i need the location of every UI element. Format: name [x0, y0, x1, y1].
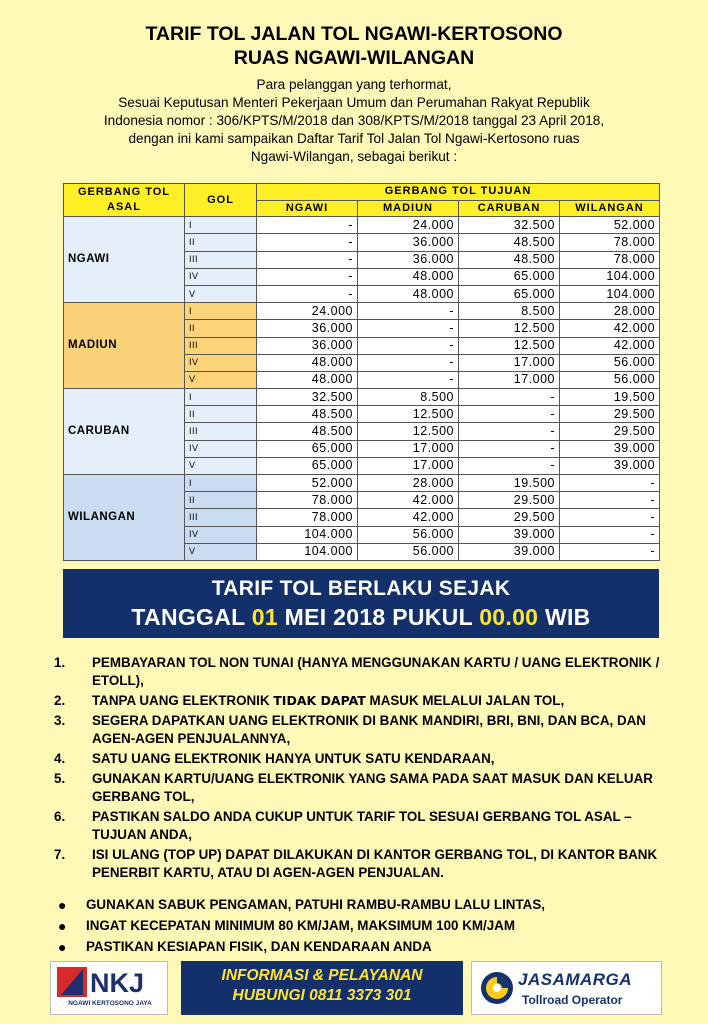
tariff-cell: 39.000: [560, 440, 660, 457]
tariff-cell: 56.000: [358, 526, 459, 543]
tariff-cell: 36.000: [257, 337, 358, 354]
list-item: [54, 896, 666, 914]
origin-gate-cell: CARUBAN: [64, 389, 185, 475]
nkj-subtitle: NGAWI KERTOSONO JAYA: [68, 1000, 152, 1007]
header-gol: GOL: [185, 184, 257, 217]
gol-cell: III: [185, 509, 257, 526]
list-item: [54, 692, 666, 710]
header-destination-group: GERBANG TOL TUJUAN: [257, 184, 660, 201]
tariff-cell: 36.000: [358, 251, 459, 268]
rule-text: ISI ULANG (TOP UP) DAPAT DILAKUKAN DI KANTOR GERBANG TOL, DI KANTOR BANK PENERBIT KARTU, ATAU DI AGEN-AGEN PENJUALAN.: [92, 847, 658, 880]
gol-cell: I: [185, 389, 257, 406]
poster-title: TARIF TOL JALAN TOL NGAWI-KERTOSONO: [145, 23, 563, 45]
tariff-cell: 12.500: [358, 406, 459, 423]
table-row: [64, 389, 660, 406]
banner-line2: [63, 601, 659, 631]
tariff-cell: 36.000: [257, 320, 358, 337]
rule-emphasis: TIDAK DAPAT: [273, 693, 366, 708]
bullet-text: PASTIKAN KESIAPAN FISIK, DAN KENDARAAN ANDA: [86, 939, 432, 954]
tariff-cell: 52.000: [560, 217, 660, 234]
banner-time-highlight: 00.00: [479, 604, 539, 630]
tariff-cell: 28.000: [358, 475, 459, 492]
rule-number: 7.: [54, 847, 66, 862]
tariff-cell: 52.000: [257, 475, 358, 492]
gol-cell: V: [185, 371, 257, 388]
gol-cell: III: [185, 251, 257, 268]
origin-gate-cell: MADIUN: [64, 303, 185, 389]
gol-cell: II: [185, 406, 257, 423]
tariff-cell: 36.000: [358, 234, 459, 251]
tariff-cell: 42.000: [560, 337, 660, 354]
nkj-logo-icon: [57, 967, 163, 997]
intro-line: Para pelanggan yang terhormat,: [256, 77, 452, 92]
list-item: [54, 750, 666, 768]
list-item: [54, 808, 666, 844]
rule-number: 4.: [54, 751, 66, 766]
gol-cell: II: [185, 492, 257, 509]
tariff-cell: -: [560, 526, 660, 543]
origin-gate-cell: WILANGAN: [64, 475, 185, 561]
tariff-cell: 48.000: [358, 285, 459, 302]
tariff-cell: -: [459, 457, 560, 474]
list-item: [54, 712, 666, 748]
bullet-text: INGAT KECEPATAN MINIMUM 80 KM/JAM, MAKSIMUM 100 KM/JAM: [86, 918, 516, 933]
gol-cell: IV: [185, 440, 257, 457]
info-contact-box: [181, 961, 463, 1015]
banner-text: TANGGAL: [131, 604, 252, 630]
rule-text: SEGERA DAPATKAN UANG ELEKTRONIK DI BANK MANDIRI, BRI, BNI, DAN BCA, DAN AGEN-AGEN PENJUALANNYA,: [92, 713, 646, 746]
gol-cell: I: [185, 303, 257, 320]
tariff-cell: -: [560, 492, 660, 509]
rule-text-part: MASUK MELALUI JALAN TOL,: [365, 693, 565, 708]
list-item: [54, 917, 666, 935]
header-dest-madiun: MADIUN: [358, 200, 459, 217]
tariff-cell: 48.500: [257, 406, 358, 423]
tariff-table-body: [64, 217, 660, 561]
nkj-logo: [50, 961, 168, 1015]
tariff-cell: 65.000: [459, 268, 560, 285]
tariff-cell: -: [459, 440, 560, 457]
bullet-text: GUNAKAN SABUK PENGAMAN, PATUHI RAMBU-RAMBU LALU LINTAS,: [86, 897, 545, 912]
tariff-cell: -: [358, 337, 459, 354]
tariff-cell: 56.000: [358, 543, 459, 560]
header-dest-wilangan: WILANGAN: [560, 200, 660, 217]
gol-cell: IV: [185, 526, 257, 543]
table-row: [64, 217, 660, 234]
rule-text-part: TANPA UANG ELEKTRONIK: [92, 693, 274, 708]
tariff-cell: -: [257, 234, 358, 251]
tariff-cell: 17.000: [358, 457, 459, 474]
tariff-cell: 29.500: [459, 492, 560, 509]
bullet-icon: [54, 938, 86, 956]
tariff-cell: 24.000: [257, 303, 358, 320]
tariff-cell: 78.000: [257, 509, 358, 526]
rule-text: [92, 692, 666, 710]
tariff-cell: 19.500: [560, 389, 660, 406]
tariff-table: [63, 183, 660, 561]
tariff-cell: 32.500: [257, 389, 358, 406]
tariff-cell: 104.000: [257, 526, 358, 543]
tariff-cell: 39.000: [459, 543, 560, 560]
tariff-cell: -: [358, 303, 459, 320]
header-origin: GERBANG TOL ASAL: [64, 184, 185, 217]
tariff-cell: 104.000: [560, 285, 660, 302]
tariff-cell: 32.500: [459, 217, 560, 234]
tariff-cell: 48.000: [257, 354, 358, 371]
gol-cell: V: [185, 543, 257, 560]
tariff-cell: -: [358, 354, 459, 371]
rule-number: 1.: [54, 655, 66, 670]
tariff-cell: 29.500: [459, 509, 560, 526]
tariff-cell: 17.000: [459, 371, 560, 388]
tariff-cell: -: [257, 251, 358, 268]
rule-text: PEMBAYARAN TOL NON TUNAI (HANYA MENGGUNAKAN KARTU / UANG ELEKTRONIK / ETOLL),: [92, 655, 660, 688]
tariff-cell: 48.000: [358, 268, 459, 285]
safety-bullets: [54, 896, 666, 959]
tariff-cell: 24.000: [358, 217, 459, 234]
banner-text: WIB: [538, 604, 591, 630]
tariff-cell: 56.000: [560, 354, 660, 371]
tariff-cell: 29.500: [560, 406, 660, 423]
tariff-cell: 12.500: [459, 337, 560, 354]
tariff-cell: 48.500: [257, 423, 358, 440]
tariff-cell: 78.000: [560, 234, 660, 251]
jasamarga-subtitle: Tollroad Operator: [522, 993, 623, 1007]
jasamarga-logo-icon: [480, 971, 514, 1005]
gol-cell: II: [185, 234, 257, 251]
table-row: [64, 303, 660, 320]
tariff-cell: 42.000: [358, 509, 459, 526]
list-item: [54, 846, 666, 882]
origin-gate-cell: NGAWI: [64, 217, 185, 303]
gol-cell: I: [185, 475, 257, 492]
tariff-cell: 39.000: [560, 457, 660, 474]
intro-line: Ngawi-Wilangan, sebagai berikut :: [250, 149, 458, 164]
info-title: INFORMASI & PELAYANAN: [221, 967, 423, 984]
rules-list: [54, 654, 666, 884]
tariff-cell: 78.000: [257, 492, 358, 509]
rule-number: 3.: [54, 713, 66, 728]
intro-text: [40, 76, 668, 166]
banner-line1: TARIF TOL BERLAKU SEJAK: [211, 577, 511, 600]
banner-date-highlight: 01: [251, 604, 278, 630]
tariff-cell: 78.000: [560, 251, 660, 268]
rule-number: 5.: [54, 771, 66, 786]
bullet-icon: [54, 917, 86, 935]
tariff-cell: -: [560, 509, 660, 526]
tariff-cell: -: [459, 423, 560, 440]
gol-cell: V: [185, 457, 257, 474]
list-item: [54, 770, 666, 806]
tariff-cell: 28.000: [560, 303, 660, 320]
effective-date-banner: [63, 569, 659, 638]
rule-text: PASTIKAN SALDO ANDA CUKUP UNTUK TARIF TOL SESUAI GERBANG TOL ASAL – TUJUAN ANDA,: [92, 809, 632, 842]
tariff-cell: -: [257, 268, 358, 285]
list-item: [54, 938, 666, 956]
tariff-cell: 17.000: [459, 354, 560, 371]
tariff-cell: 65.000: [257, 457, 358, 474]
gol-cell: IV: [185, 268, 257, 285]
tariff-cell: -: [257, 285, 358, 302]
info-phone: HUBUNGI 0811 3373 301: [232, 987, 412, 1004]
gol-cell: V: [185, 285, 257, 302]
list-item: [54, 654, 666, 690]
header-dest-caruban: CARUBAN: [459, 200, 560, 217]
rule-text: GUNAKAN KARTU/UANG ELEKTRONIK YANG SAMA PADA SAAT MASUK DAN KELUAR GERBANG TOL,: [92, 771, 653, 804]
tariff-cell: 48.000: [257, 371, 358, 388]
rule-number: 6.: [54, 809, 66, 824]
tariff-cell: -: [459, 406, 560, 423]
nkj-logo-wordmark: NKJ: [90, 968, 145, 997]
banner-text: MEI 2018 PUKUL: [277, 604, 480, 630]
tariff-cell: -: [257, 217, 358, 234]
tariff-cell: 12.500: [459, 320, 560, 337]
tariff-cell: 104.000: [257, 543, 358, 560]
tariff-cell: -: [358, 371, 459, 388]
tariff-cell: 42.000: [358, 492, 459, 509]
gol-cell: III: [185, 423, 257, 440]
tariff-cell: -: [560, 475, 660, 492]
tariff-cell: 39.000: [459, 526, 560, 543]
tariff-cell: 65.000: [459, 285, 560, 302]
header-dest-ngawi: NGAWI: [257, 200, 358, 217]
tariff-cell: 104.000: [560, 268, 660, 285]
tariff-cell: 29.500: [560, 423, 660, 440]
bullet-icon: [54, 896, 86, 914]
gol-cell: III: [185, 337, 257, 354]
jasamarga-logo: [471, 961, 662, 1015]
poster-subtitle: RUAS NGAWI-WILANGAN: [233, 47, 475, 69]
rule-number: 2.: [54, 693, 66, 708]
tariff-cell: 8.500: [459, 303, 560, 320]
jasamarga-wordmark: JASAMARGA: [518, 970, 633, 989]
tariff-cell: 65.000: [257, 440, 358, 457]
intro-line: Sesuai Keputusan Menteri Pekerjaan Umum dan Perumahan Rakyat Republik: [118, 95, 590, 110]
tariff-cell: 48.500: [459, 251, 560, 268]
tariff-cell: 12.500: [358, 423, 459, 440]
tariff-cell: 56.000: [560, 371, 660, 388]
rule-text: SATU UANG ELEKTRONIK HANYA UNTUK SATU KENDARAAN,: [92, 751, 495, 766]
gol-cell: II: [185, 320, 257, 337]
tariff-cell: -: [358, 320, 459, 337]
gol-cell: IV: [185, 354, 257, 371]
tariff-cell: 8.500: [358, 389, 459, 406]
table-row: [64, 475, 660, 492]
tariff-cell: 42.000: [560, 320, 660, 337]
tariff-cell: 19.500: [459, 475, 560, 492]
intro-line: dengan ini kami sampaikan Daftar Tarif Tol Jalan Tol Ngawi-Kertosono ruas: [128, 131, 580, 146]
gol-cell: I: [185, 217, 257, 234]
tariff-cell: 48.500: [459, 234, 560, 251]
tariff-cell: 17.000: [358, 440, 459, 457]
tariff-cell: -: [560, 543, 660, 560]
tariff-cell: -: [459, 389, 560, 406]
intro-line: Indonesia nomor : 306/KPTS/M/2018 dan 308/KPTS/M/2018 tanggal 23 April 2018,: [103, 113, 605, 128]
